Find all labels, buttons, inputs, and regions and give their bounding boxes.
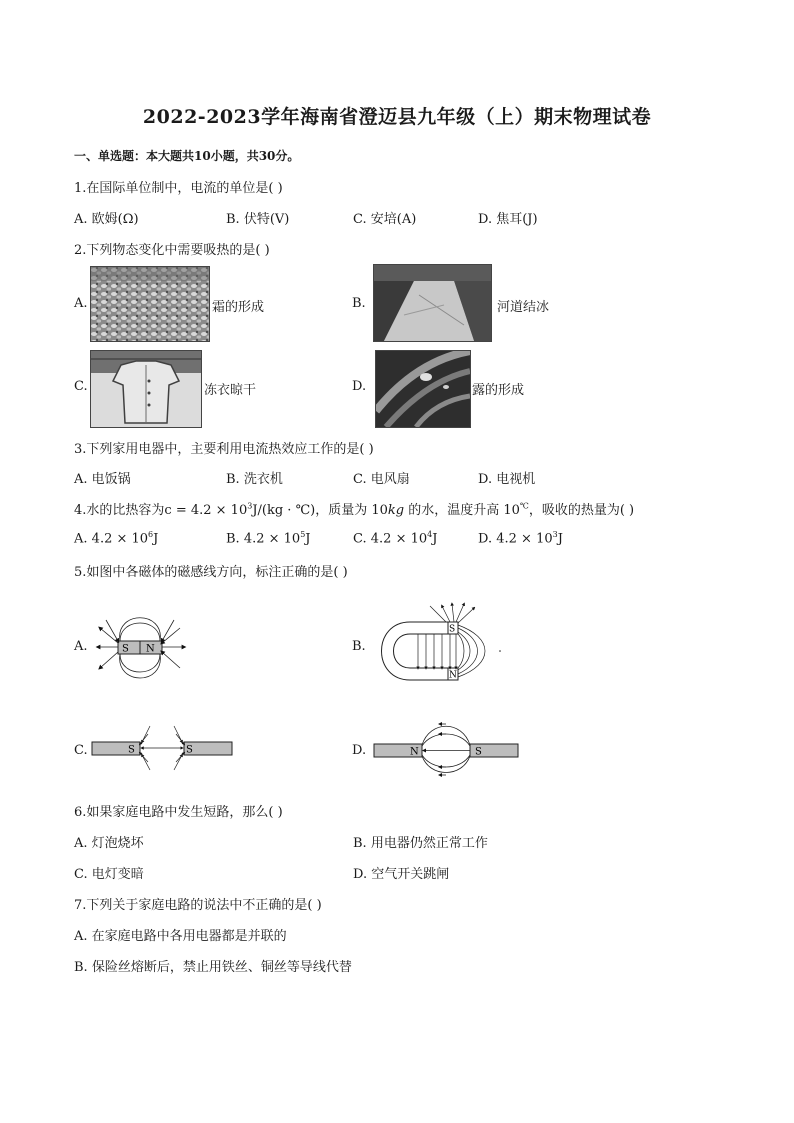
q2-option-a-letter[interactable]: A. [74, 296, 88, 311]
q5d-pole-n: N [410, 746, 419, 758]
q7-option-b[interactable]: B. 保险丝熔断后，禁止用铁丝、铜丝等导线代替 [74, 960, 352, 975]
frozen-river-photo [373, 264, 492, 342]
q5-diagram-a [90, 612, 190, 684]
q5-diagram-d [372, 716, 520, 778]
q4-option-c[interactable]: C. $4.2 \times 10^4J$ [353, 530, 438, 547]
q2-caption-a: 霜的形成 [212, 300, 265, 315]
q5c-pole-s-left: S [128, 744, 135, 756]
question-6-stem: 6.如果家庭电路中发生短路，那么( ) [74, 805, 283, 820]
frozen-clothes-photo [90, 350, 202, 428]
q5b-pole-n: N [449, 670, 457, 681]
question-5-stem: 5.如图中各磁体的磁感线方向，标注正确的是( ) [74, 565, 348, 580]
q2-option-d-letter[interactable]: D. [352, 379, 367, 394]
q5-diagram-c [90, 720, 236, 776]
q1-option-b[interactable]: B. 伏特(V) [226, 212, 290, 227]
frost-photo [90, 266, 210, 342]
q4-option-d[interactable]: D. $4.2 \times 10^3J$ [478, 530, 563, 547]
q3-option-c[interactable]: C. 电风扇 [353, 472, 410, 487]
q1-option-d[interactable]: D. 焦耳(J) [478, 212, 538, 227]
page-title: 2022-2023学年海南省澄迈县九年级（上）期末物理试卷 [142, 106, 652, 128]
question-3-stem: 3.下列家用电器中，主要利用电流热效应工作的是( ) [74, 442, 374, 457]
q5-option-c-letter[interactable]: C. [74, 743, 88, 758]
section-heading: 一、单选题：本大题共10小题，共30分。 [74, 149, 300, 163]
q3-option-a[interactable]: A. 电饭锅 [74, 472, 131, 487]
dew-photo [375, 350, 471, 428]
q5-diagram-b [370, 598, 510, 688]
q4-option-b[interactable]: B. $4.2 \times 10^5J$ [226, 530, 311, 547]
q6-option-c[interactable]: C. 电灯变暗 [74, 867, 144, 882]
q3-option-d[interactable]: D. 电视机 [478, 472, 536, 487]
question-7-stem: 7.下列关于家庭电路的说法中不正确的是( ) [74, 898, 322, 913]
q2-caption-c: 冻衣晾干 [204, 383, 257, 398]
q5d-pole-s: S [475, 746, 482, 758]
q6-option-b[interactable]: B. 用电器仍然正常工作 [353, 836, 488, 851]
q3-option-b[interactable]: B. 洗衣机 [226, 472, 283, 487]
q5a-pole-s: S [122, 643, 129, 655]
q1-option-a[interactable]: A. 欧姆(Ω) [74, 212, 139, 227]
q6-option-d[interactable]: D. 空气开关跳闸 [353, 867, 450, 882]
q5b-pole-s: S [449, 624, 456, 635]
q2-caption-b: 河道结冰 [497, 300, 550, 315]
q6-option-a[interactable]: A. 灯泡烧坏 [74, 836, 144, 851]
q5a-pole-n: N [146, 643, 155, 655]
q4-option-a[interactable]: A. $4.2 \times 10^6J$ [74, 530, 159, 547]
q5-option-b-letter[interactable]: B. [352, 639, 366, 654]
q5-option-a-letter[interactable]: A. [74, 639, 88, 654]
q1-option-c[interactable]: C. 安培(A) [353, 212, 417, 227]
q5-option-d-letter[interactable]: D. [352, 743, 367, 758]
question-2-stem: 2.下列物态变化中需要吸热的是( ) [74, 243, 270, 258]
q7-option-a[interactable]: A. 在家庭电路中各用电器都是并联的 [74, 929, 287, 944]
q2-option-b-letter[interactable]: B. [352, 296, 366, 311]
question-1-stem: 1.在国际单位制中，电流的单位是( ) [74, 181, 283, 196]
q5c-pole-s-right: S [186, 744, 193, 756]
q2-caption-d: 露的形成 [472, 383, 525, 398]
q2-option-c-letter[interactable]: C. [74, 379, 88, 394]
question-4-stem: 4.水的比热容为$c = 4.2 \times 10^3J/(kg$ · ℃)，质量为 10kg 的水，温度升高 10℃，吸收的热量为( ) [74, 501, 635, 518]
